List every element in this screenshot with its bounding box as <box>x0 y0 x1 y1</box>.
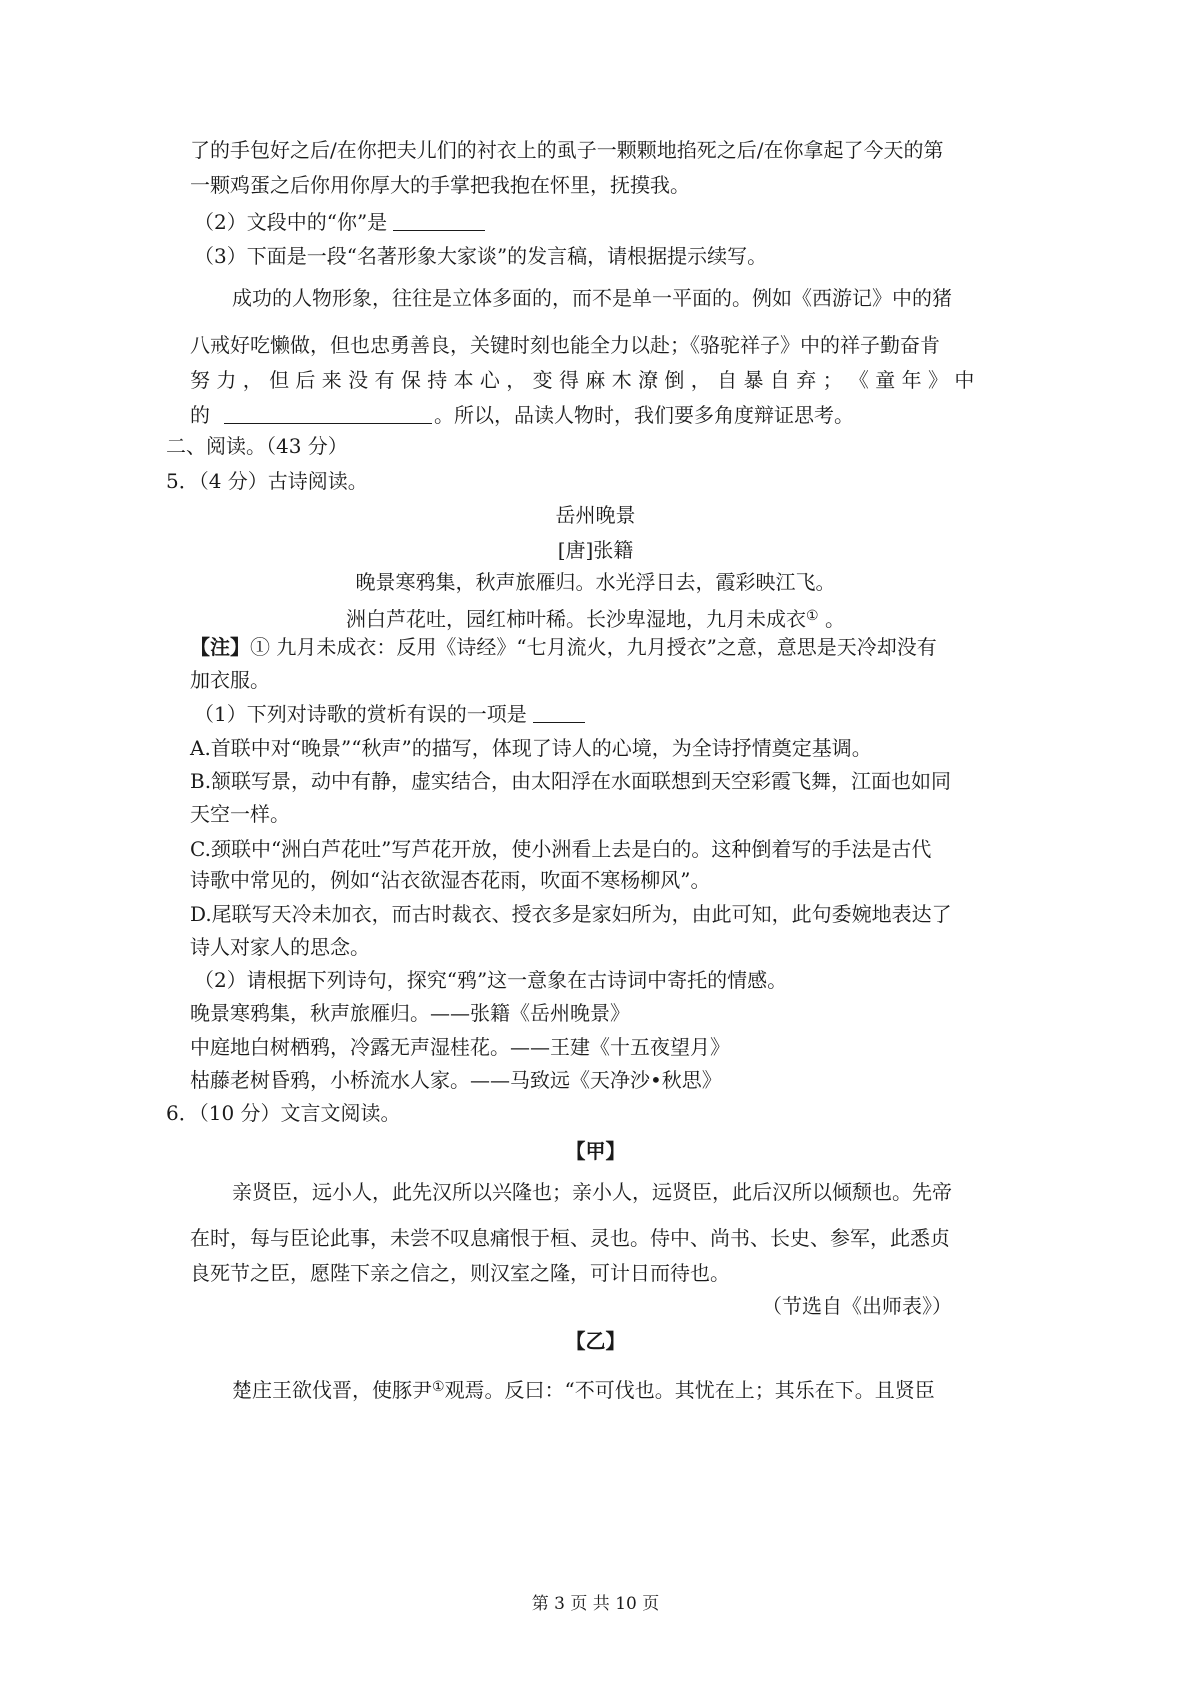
section-heading: 二、阅读。（43 分） <box>166 434 348 458</box>
page-footer: 第 3 页 共 10 页 <box>531 1594 660 1614</box>
text-line: 努 力 ， 但 后 来 没 有 保 持 本 心 ， 变 得 麻 木 潦 倒 ， 自 暴 自 弃 ； 《 童 年 》 中 <box>190 368 975 392</box>
footnote-mark: ① <box>806 608 819 624</box>
text-line: 在时，每与臣论此事，未尝不叹息痛恨于桓、灵也。侍中、尚书、长史、参军，此悉贞 <box>190 1226 950 1250</box>
poem-title: 岳州晚景 <box>555 503 636 527</box>
citation: 中庭地白树栖鸦，冷露无声湿桂花。——王建《十五夜望月》 <box>190 1035 730 1059</box>
text-line: 天空一样。 <box>190 802 290 826</box>
answer-blank[interactable] <box>224 403 432 424</box>
poem-note: 【注】① 九月未成衣：反用《诗经》“七月流火，九月授衣”之意，意思是天冷却没有 <box>190 635 937 659</box>
passage-yi-label: 【乙】 <box>565 1329 626 1353</box>
answer-blank[interactable] <box>533 702 585 723</box>
text-line: 成功的人物形象，往往是立体多面的，而不是单一平面的。例如《西游记》中的猪 <box>232 286 952 310</box>
text-line: 亲贤臣，远小人，此先汉所以兴隆也；亲小人，远贤臣，此后汉所以倾颓也。先帝 <box>232 1180 952 1204</box>
passage-jia-label: 【甲】 <box>565 1139 626 1163</box>
question-6-heading: 6．（10 分）文言文阅读。 <box>166 1101 401 1125</box>
option-a: A.首联中对“晚景”“秋声”的描写，体现了诗人的心境，为全诗抒情奠定基调。 <box>190 736 872 760</box>
question-2: （2）文段中的“你”是 <box>194 208 485 236</box>
question-5-2: （2）请根据下列诗句，探究“鸦”这一意象在古诗词中寄托的情感。 <box>194 968 788 992</box>
text-line: 的 。所以，品读人物时，我们要多角度辩证思考。 <box>190 403 854 427</box>
text-line: 一颗鸡蛋之后你用你厚大的手掌把我抱在怀里，抚摸我。 <box>190 173 690 197</box>
option-d: D.尾联写天冷未加衣，而古时裁衣、授衣多是家妇所为，由此可知，此句委婉地表达了 <box>190 902 952 926</box>
poem-line: 洲白芦花吐，园红柿叶稀。长沙卑湿地，九月未成衣① 。 <box>346 607 845 631</box>
question-5-1: （1）下列对诗歌的赏析有误的一项是 <box>194 700 585 728</box>
passage-source: （节选自《出师表》） <box>762 1294 952 1318</box>
poem-line: 晚景寒鸦集，秋声旅雁归。水光浮日去，霞彩映江飞。 <box>355 570 836 594</box>
option-b: B.颔联写景，动中有静，虚实结合，由太阳浮在水面联想到天空彩霞飞舞，江面也如同 <box>190 769 952 793</box>
text-line: 八戒好吃懒做，但也忠勇善良，关键时刻也能全力以赴；《骆驼祥子》中的祥子勤奋肯 <box>190 333 940 357</box>
text-line: 诗歌中常见的，例如“沾衣欲湿杏花雨，吹面不寒杨柳风”。 <box>190 868 711 892</box>
citation: 枯藤老树昏鸦，小桥流水人家。——马致远《天净沙•秋思》 <box>190 1068 722 1092</box>
citation: 晚景寒鸦集，秋声旅雁归。——张籍《岳州晚景》 <box>190 1001 630 1025</box>
option-c: C.颈联中“洲白芦花吐”写芦花开放，使小洲看上去是白的。这种倒着写的手法是古代 <box>190 837 932 861</box>
text-line: 了的手包好之后/在你把夫儿们的衬衣上的虱子一颗颗地掐死之后/在你拿起了今天的第 <box>190 138 944 162</box>
question-5-heading: 5．（4 分）古诗阅读。 <box>166 469 368 493</box>
question-3: （3）下面是一段“名著形象大家谈”的发言稿，请根据提示续写。 <box>194 244 768 268</box>
text-line: 诗人对家人的思念。 <box>190 935 370 959</box>
text-line: 楚庄王欲伐晋，使豚尹①观焉。反曰：“不可伐也。其忧在上；其乐在下。且贤臣 <box>232 1378 935 1402</box>
text-line: 加衣服。 <box>190 668 270 692</box>
poem-author: [唐]张籍 <box>557 538 634 562</box>
text-line: 良死节之臣，愿陛下亲之信之，则汉室之隆，可计日而待也。 <box>190 1261 730 1285</box>
answer-blank[interactable] <box>393 210 485 231</box>
footnote-mark: ① <box>432 1379 445 1395</box>
